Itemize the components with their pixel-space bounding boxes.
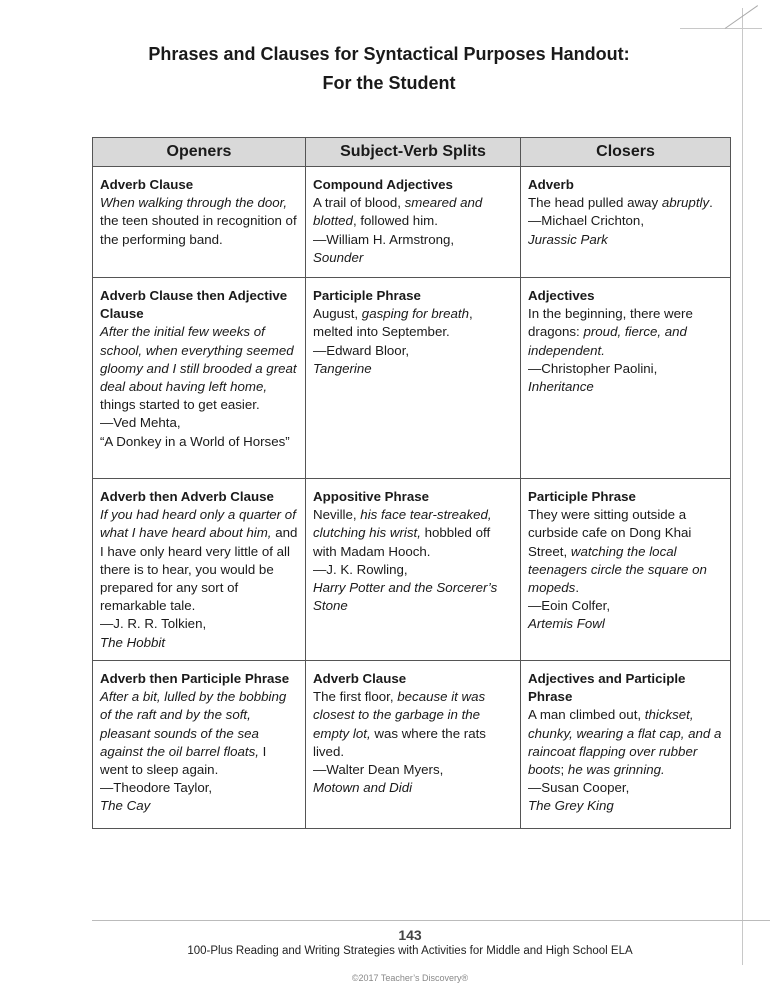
text: I went to sleep again. — [100, 743, 267, 778]
text: hobbled off with Madam Hooch. — [313, 525, 491, 559]
text: —Ved Mehta, — [100, 415, 181, 431]
italic-text: gasping for breath — [361, 306, 469, 322]
cell-heading: Adverb Clause — [313, 671, 407, 686]
text: The head pulled away — [528, 195, 662, 211]
italic-text: Jurassic Park — [528, 231, 608, 247]
text: They were sitting outside a curbside cafe on Dong Khai Street, — [528, 507, 692, 559]
page-title — [0, 40, 778, 98]
text: and I have only heard very little of all there is to hear, you would be prepared for any sort of remarkable tale. — [100, 525, 298, 614]
text: —Edward Bloor, — [313, 342, 410, 358]
phrases-table — [92, 137, 731, 829]
cell-heading: Adjectives and Participle Phrase — [528, 671, 686, 705]
text: , followed him. — [352, 213, 438, 229]
copyright: ©2017 Teacher’s Discovery® — [351, 973, 469, 983]
table-row — [93, 661, 731, 829]
table-cell — [306, 167, 521, 278]
text: was where the rats lived. — [313, 725, 486, 759]
text: —J. K. Rowling, — [313, 561, 408, 577]
text: the teen shouted in recognition of the performing band. — [100, 213, 297, 247]
table-cell — [306, 479, 521, 661]
italic-text: Tangerine — [313, 360, 372, 376]
text: —Christopher Paolini, — [528, 360, 658, 376]
cell-heading: Compound Adjectives — [313, 177, 453, 192]
cell-heading: Adverb Clause then Adjective Clause — [100, 288, 288, 322]
text: , melted into September. — [313, 306, 473, 340]
italic-text: The Cay — [100, 798, 151, 814]
column-header-subject-verb-splits: Subject-Verb Splits — [306, 138, 521, 167]
cell-heading: Adverb Clause — [100, 177, 194, 192]
text: —Walter Dean Myers, — [313, 762, 444, 778]
table-row — [93, 479, 731, 661]
table-cell — [306, 661, 521, 829]
italic-text: proud, fierce, and independent. — [528, 324, 687, 358]
crop-mark-horizontal — [680, 28, 762, 29]
text: The first floor, — [313, 689, 398, 705]
table-cell — [93, 278, 306, 479]
footer-divider — [92, 920, 770, 921]
italic-text: his face tear-streaked, clutching his wrist, — [313, 507, 492, 541]
cell-heading: Participle Phrase — [313, 288, 421, 303]
table-cell — [521, 278, 731, 479]
title-line-1: Phrases and Clauses for Syntactical Purposes Handout: — [148, 44, 630, 64]
table-row — [93, 278, 731, 479]
italic-text: After the initial few weeks of school, when everything seemed gloomy and I still brooded a great deal about having left home, — [100, 324, 297, 395]
cell-heading: Appositive Phrase — [313, 489, 430, 504]
text: —William H. Armstrong, — [313, 231, 455, 247]
text: . — [575, 580, 580, 596]
italic-text: he was grinning. — [567, 762, 665, 778]
italic-text: smeared and blotted — [313, 195, 483, 229]
italic-text: Motown and Didi — [313, 780, 413, 796]
table-cell — [93, 661, 306, 829]
text: A trail of blood, — [313, 195, 405, 211]
text: Neville, — [313, 507, 361, 523]
text: August, — [313, 306, 362, 322]
table-cell — [93, 479, 306, 661]
cell-heading: Adverb then Adverb Clause — [100, 489, 274, 504]
text: A man climbed out, — [528, 707, 645, 723]
italic-text: When walking through the door, — [100, 195, 288, 211]
italic-text: Inheritance — [528, 379, 594, 395]
italic-text: thickset, chunky, wearing a flat cap, and a raincoat flapping over rubber boots — [528, 707, 722, 778]
table-cell — [306, 278, 521, 479]
book-title: 100-Plus Reading and Writing Strategies with Activities for Middle and High School ELA — [187, 945, 633, 957]
italic-text: watching the local teenagers circle the square on mopeds — [528, 543, 707, 596]
text: ; — [560, 762, 568, 778]
text: . — [709, 195, 713, 211]
table-row — [93, 167, 731, 278]
table-cell — [521, 661, 731, 829]
cell-heading: Adverb then Participle Phrase — [100, 671, 290, 686]
italic-text: If you had heard only a quarter of what I have heard about him, — [100, 507, 296, 541]
cell-heading: Adjectives — [528, 288, 595, 303]
italic-text: After a bit, lulled by the bobbing of the raft and by the soft, pleasant sounds of the sea against the oil barrel floats, — [100, 689, 287, 759]
column-header-openers: Openers — [93, 138, 306, 167]
table-cell — [93, 167, 306, 278]
title-line-2: For the Student — [322, 73, 456, 93]
text: —Michael Crichton, — [528, 213, 645, 229]
text: “A Donkey in a World of Horses” — [100, 433, 290, 449]
text: things started to get easier. — [100, 397, 260, 413]
italic-text: The Hobbit — [100, 634, 166, 650]
italic-text: because it was closest to the garbage in the empty lot, — [313, 689, 486, 741]
table-cell — [521, 167, 731, 278]
table-header-row — [93, 138, 731, 167]
italic-text: The Grey King — [528, 798, 614, 814]
text: In the beginning, there were dragons: — [528, 306, 693, 340]
crop-mark-vertical — [742, 8, 743, 965]
page-number: 143 — [398, 927, 422, 943]
text: —Theodore Taylor, — [100, 780, 213, 796]
text: —Eoin Colfer, — [528, 598, 611, 614]
cell-heading: Adverb — [528, 177, 574, 192]
italic-text: Harry Potter and the Sorcerer’s Stone — [313, 580, 498, 614]
italic-text: Artemis Fowl — [528, 616, 605, 632]
table-cell — [521, 479, 731, 661]
text: —Susan Cooper, — [528, 780, 630, 796]
column-header-closers: Closers — [521, 138, 731, 167]
italic-text: Sounder — [313, 249, 364, 265]
cell-heading: Participle Phrase — [528, 489, 636, 504]
italic-text: abruptly — [661, 195, 710, 211]
text: —J. R. R. Tolkien, — [100, 616, 207, 632]
